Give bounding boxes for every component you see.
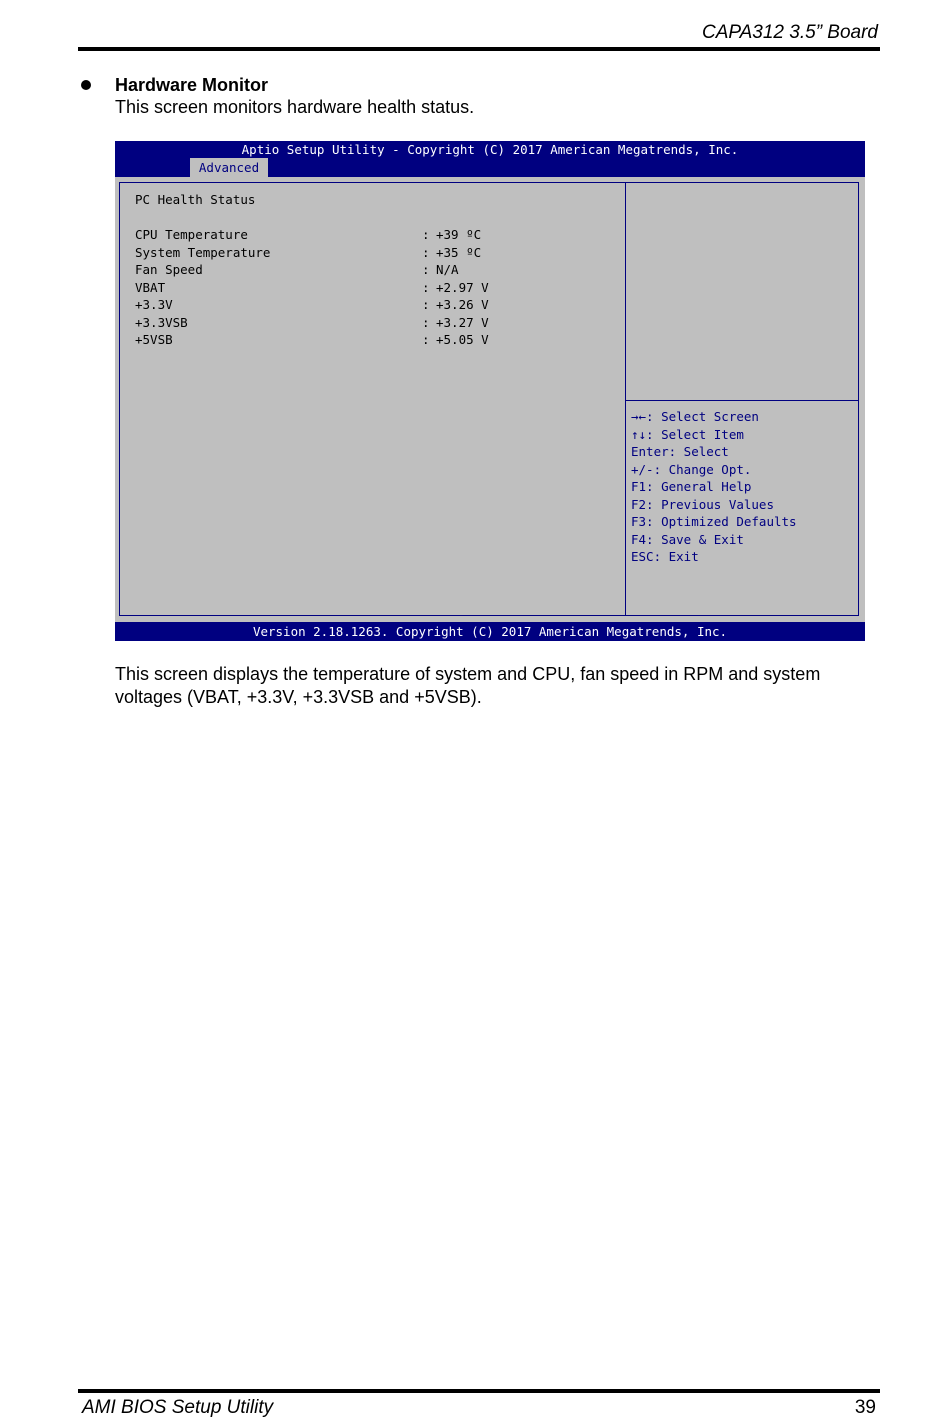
section-heading: Hardware Monitor (115, 75, 269, 95)
health-status-list (135, 226, 615, 349)
footer-rule (78, 1389, 880, 1393)
row-separator: : (422, 227, 430, 242)
help-save-exit: F4: Save & Exit (631, 531, 744, 547)
row-3v3 (135, 296, 615, 314)
bios-title-bar (115, 141, 865, 177)
row-label: +3.3V (135, 297, 173, 312)
row-separator: : (422, 262, 430, 277)
tab-advanced[interactable]: Advanced (190, 158, 268, 177)
footer-section-title: AMI BIOS Setup Utility (82, 1397, 274, 1418)
row-label: +5VSB (135, 332, 173, 347)
row-value: +5.05 V (436, 332, 489, 347)
help-esc-exit: ESC: Exit (631, 549, 699, 564)
row-3v3sb (135, 314, 615, 332)
help-select-item: ↑↓: Select Item (631, 426, 744, 442)
bios-screenshot (115, 141, 865, 641)
bullet-icon (81, 80, 91, 90)
help-previous-values: F2: Previous Values (631, 496, 774, 512)
panel-divider-horizontal (626, 400, 859, 401)
row-value: N/A (436, 262, 459, 277)
row-value: +39 ºC (436, 227, 482, 242)
help-enter-select: Enter: Select (631, 444, 729, 459)
header-rule (78, 47, 880, 51)
row-system-temperature (135, 244, 615, 262)
row-value: +35 ºC (436, 244, 482, 260)
row-separator: : (422, 297, 430, 312)
row-vbat (135, 279, 615, 297)
row-cpu-temperature (135, 226, 615, 244)
row-5vsb (135, 331, 615, 349)
panel-divider-vertical (625, 183, 626, 615)
bios-title: Aptio Setup Utility - Copyright (C) 2017 American Megatrends, Inc. (241, 142, 739, 157)
help-general-help: F1: General Help (631, 479, 752, 494)
row-label: System Temperature (135, 244, 271, 260)
row-separator: : (422, 314, 430, 330)
row-fan-speed (135, 261, 615, 279)
row-value: +3.26 V (436, 297, 489, 312)
bios-version-footer: Version 2.18.1263. Copyright (C) 2017 American Megatrends, Inc. (115, 622, 865, 641)
key-help-panel (631, 408, 797, 566)
help-change-opt: +/-: Change Opt. (631, 461, 752, 477)
row-separator: : (422, 279, 430, 295)
main-panel (135, 191, 615, 349)
row-value: +2.97 V (436, 279, 489, 295)
page-number: 39 (854, 1397, 876, 1418)
document-header-title: CAPA312 3.5” Board (701, 22, 878, 43)
help-optimized-defaults: F3: Optimized Defaults (631, 514, 797, 529)
row-value: +3.27 V (436, 314, 489, 330)
help-select-screen: →←: Select Screen (631, 409, 759, 424)
row-separator: : (422, 332, 430, 347)
bios-content-frame (119, 182, 859, 616)
row-label: CPU Temperature (135, 227, 248, 242)
row-label: VBAT (135, 279, 166, 295)
section-description: This screen monitors hardware health status. (115, 97, 475, 117)
row-separator: : (422, 244, 430, 260)
panel-title: PC Health Status (135, 192, 256, 207)
row-label: Fan Speed (135, 262, 203, 277)
caption-paragraph: This screen displays the temperature of system and CPU, fan speed in RPM and system voltages (VBAT, +3.3V, +3.3VSB and +5VSB). (115, 664, 821, 707)
row-label: +3.3VSB (135, 314, 188, 330)
